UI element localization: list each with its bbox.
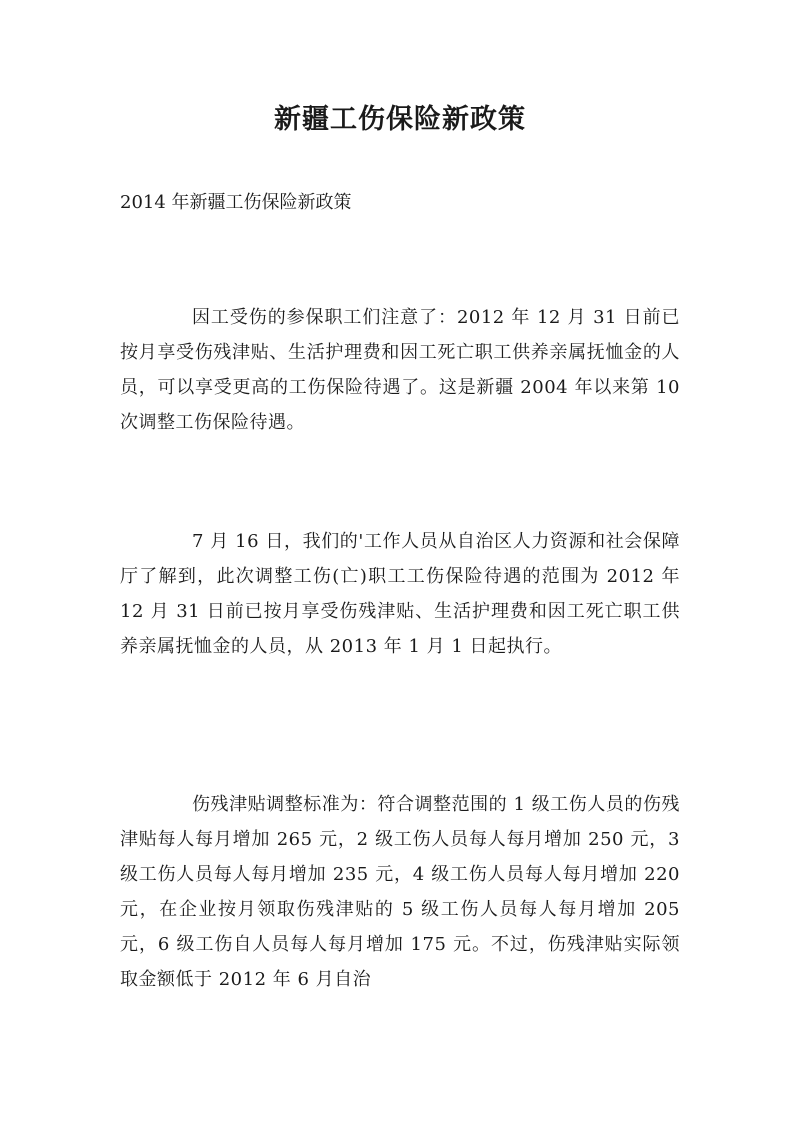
paragraph-2: 7 月 16 日，我们的'工作人员从自治区人力资源和社会保障厅了解到，此次调整工伤(亡)职工工伤保险待遇的范围为 2012 年 12 月 31 日前已按月享受伤残津贴、生活护理费和因工死亡职工供养亲属抚恤金的人员，从 2013 年 1 月 1 日起执行。 [120, 531, 680, 657]
paragraph-3: 伤残津贴调整标准为：符合调整范围的 1 级工伤人员的伤残津贴每人每月增加 265 元，2 级工伤人员每人每月增加 250 元，3 级工伤人员每人每月增加 235 元，4 级工伤人员每人每月增加 220 元，在企业按月领取伤残津贴的 5 级工伤人员每人每月增加 205 元，6 级工伤自人员每人每月增加 175 元。不过，伤残津贴实际领取金额低于 2012 年 6 月自治 [120, 794, 680, 990]
page-title: 新疆工伤保险新政策 [274, 104, 526, 135]
paragraph-1: 因工受伤的参保职工们注意了：2012 年 12 月 31 日前已按月享受伤残津贴、生活护理费和因工死亡职工供养亲属抚恤金的人员，可以享受更高的工伤保险待遇了。这是新疆 2004 年以来第 10 次调整工伤保险待遇。 [120, 307, 680, 433]
document-subtitle: 2014 年新疆工伤保险新政策 [120, 192, 352, 213]
